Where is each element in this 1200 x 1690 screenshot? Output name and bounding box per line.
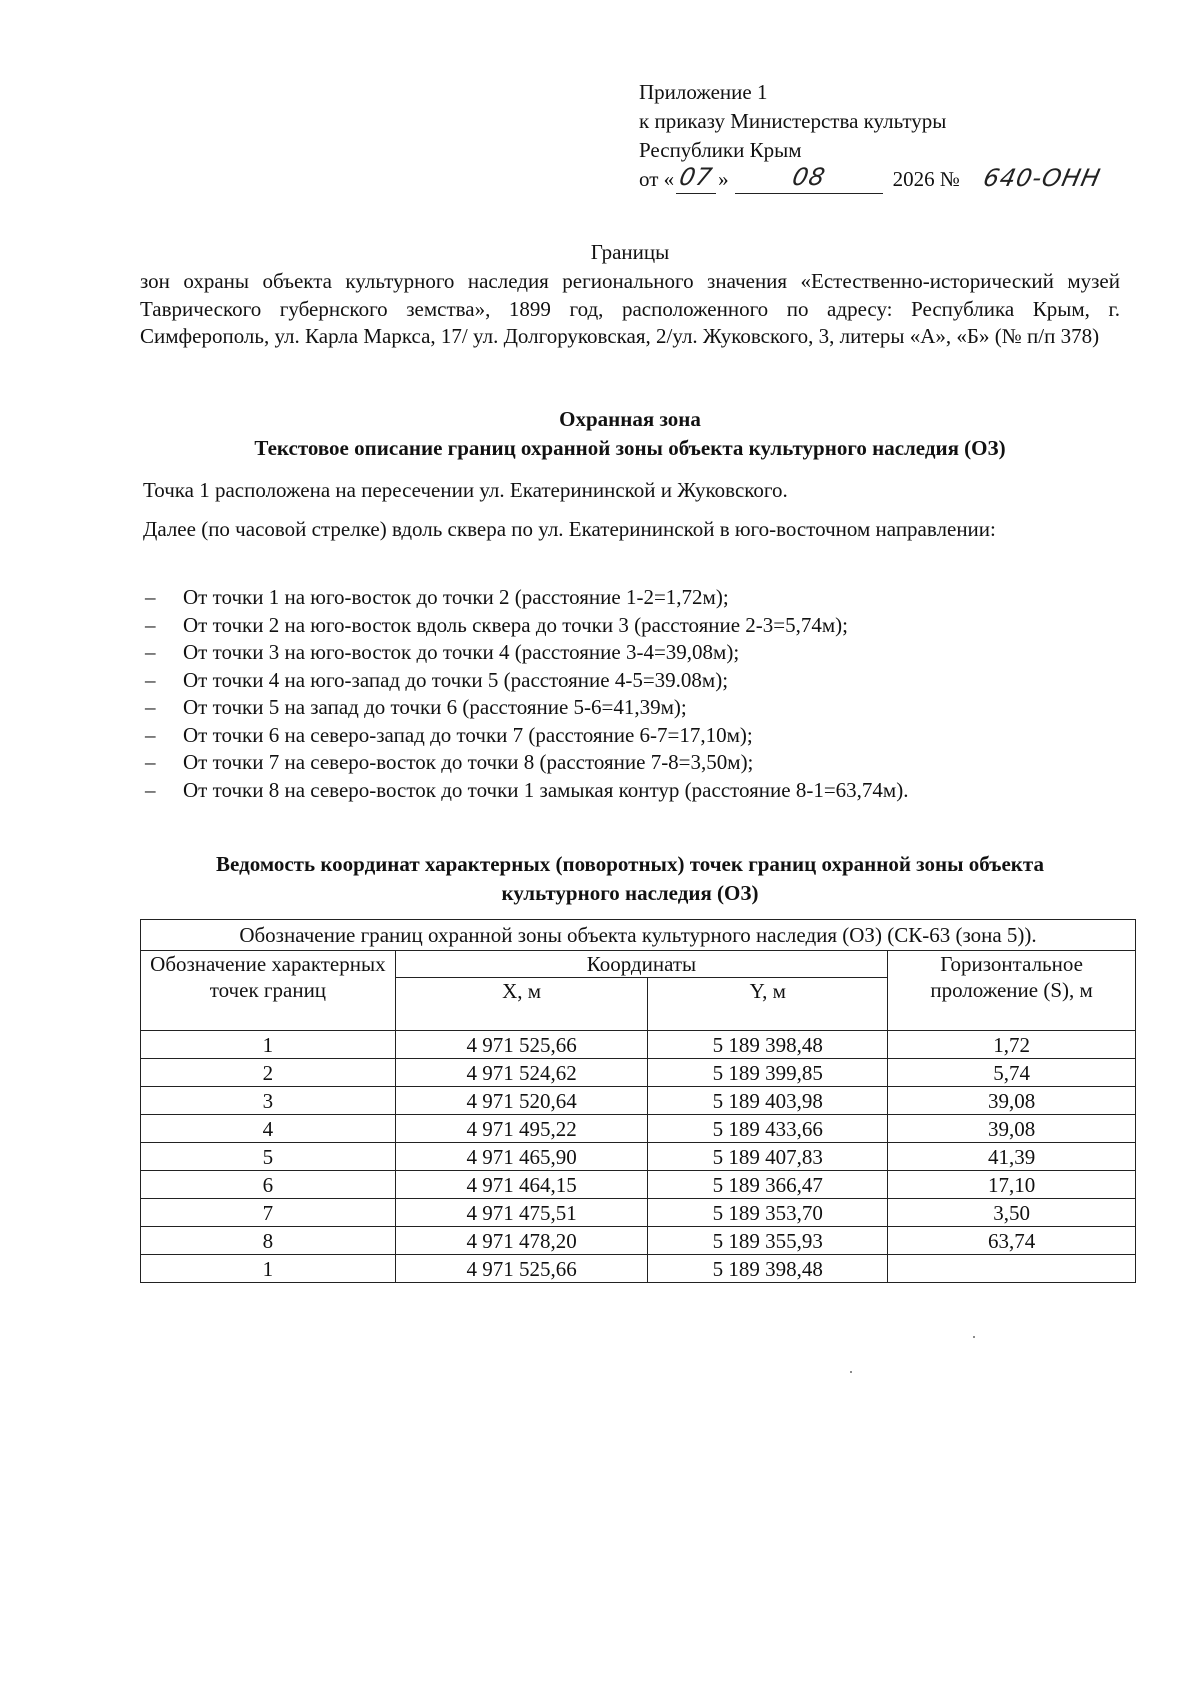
coordinates-table [140,919,1136,1283]
cell-distance: 3,50 [888,1199,1136,1227]
appendix-line-1: Приложение 1 [639,80,768,104]
cell-y: 5 189 407,83 [648,1143,888,1171]
list-item [145,694,908,722]
cell-y: 5 189 399,85 [648,1059,888,1087]
list-item-text: От точки 6 на северо-запад до точки 7 (расстояние 6-7=17,10м); [183,722,753,747]
table-row [141,1087,1136,1115]
cell-y: 5 189 355,93 [648,1227,888,1255]
list-dash: – [145,722,156,747]
cell-point: 8 [141,1227,396,1255]
boundary-list [145,584,908,804]
table-row [141,1115,1136,1143]
cell-point: 1 [141,1255,396,1283]
cell-point: 7 [141,1199,396,1227]
list-dash: – [145,750,156,774]
list-dash: – [145,667,156,692]
scan-speck [850,1371,852,1373]
table-header-row [141,951,1136,978]
date-prefix: от « [639,167,675,191]
cell-x: 4 971 478,20 [395,1227,648,1255]
list-item [145,584,908,612]
table-heading-line-2: культурного наследия (ОЗ) [501,881,759,905]
list-item [145,612,908,640]
handwritten-day: 07 [677,163,716,191]
cell-distance: 39,08 [888,1115,1136,1143]
cell-point: 1 [141,1031,396,1059]
appendix-line-3: Республики Крым [639,138,802,162]
coordinates-table-heading [140,850,1120,908]
cell-distance: 17,10 [888,1171,1136,1199]
cell-distance: 41,39 [888,1143,1136,1171]
list-item [145,667,908,695]
table-row [141,1171,1136,1199]
paragraph-direction: Далее (по часовой стрелке) вдоль сквера по ул. Екатерининской в юго-восточном направлении: [143,517,996,541]
list-dash: – [145,777,156,802]
table-row [141,1059,1136,1087]
cell-y: 5 189 366,47 [648,1171,888,1199]
header-point-designation: Обозначение характерных точек границ [141,951,396,1031]
list-dash: – [145,585,156,609]
cell-x: 4 971 525,66 [395,1255,648,1283]
list-dash: – [145,640,156,664]
zone-subheading: Текстовое описание границ охранной зоны объекта культурного наследия (ОЗ) [254,436,1006,460]
cell-x: 4 971 495,22 [395,1115,648,1143]
day-blank [676,163,716,194]
document-title: Границы [590,240,670,264]
cell-point: 3 [141,1087,396,1115]
list-item-text: От точки 1 на юго-восток до точки 2 (расстояние 1-2=1,72м); [183,585,729,609]
cell-x: 4 971 475,51 [395,1199,648,1227]
cell-x: 4 971 524,62 [395,1059,648,1087]
handwritten-order-number: 640-ОНН [980,164,1104,192]
table-caption: Обозначение границ охранной зоны объекта культурного наследия (ОЗ) (СК-63 (зона 5)). [141,920,1136,951]
month-blank [735,163,883,194]
cell-x: 4 971 520,64 [395,1087,648,1115]
cell-distance: 1,72 [888,1031,1136,1059]
number-blank [962,164,1122,194]
appendix-block [639,78,1124,194]
cell-y: 5 189 398,48 [648,1031,888,1059]
cell-distance: 39,08 [888,1087,1136,1115]
zone-heading-block [140,405,1120,463]
table-row [141,1143,1136,1171]
list-item-text: От точки 7 на северо-восток до точки 8 (расстояние 7-8=3,50м); [183,750,754,774]
list-item [145,777,908,805]
list-item-text: От точки 3 на юго-восток до точки 4 (расстояние 3-4=39,08м); [183,640,740,664]
list-item [145,749,908,777]
table-body [141,1031,1136,1283]
list-item-text: От точки 5 на запад до точки 6 (расстояние 5-6=41,39м); [183,695,687,719]
list-dash: – [145,612,156,637]
object-description: зон охраны объекта культурного наследия регионального значения «Естественно-исторический музей Таврического губернского земства», 1899 год, расположенного по адресу: Республика Крым, г. Симферополь, ул. Карла Маркса, 17/ ул. Долгоруковская, 2/ул. Жуковского, 3, литеры «А», «Б» (№ п/п 378) [140,269,1120,348]
table-row [141,1255,1136,1283]
header-horizontal-distance: Горизонтальное проложение (S), м [888,951,1136,1031]
list-dash: – [145,695,156,719]
cell-point: 2 [141,1059,396,1087]
handwritten-month: 08 [789,163,829,191]
header-coordinates: Координаты [395,951,887,978]
table-row [141,1031,1136,1059]
date-mid: » [718,167,729,191]
zone-heading: Охранная зона [559,407,701,431]
cell-point: 5 [141,1143,396,1171]
order-date-line [639,165,1124,194]
cell-y: 5 189 353,70 [648,1199,888,1227]
cell-x: 4 971 464,15 [395,1171,648,1199]
cell-x: 4 971 465,90 [395,1143,648,1171]
table-row [141,1199,1136,1227]
table-row [141,1227,1136,1255]
list-item-text: От точки 2 на юго-восток вдоль сквера до точки 3 (расстояние 2-3=5,74м); [183,612,848,637]
table-heading-line-1: Ведомость координат характерных (поворотных) точек границ охранной зоны объекта [216,852,1044,876]
cell-point: 4 [141,1115,396,1143]
cell-distance: 5,74 [888,1059,1136,1087]
paragraph-start-point: Точка 1 расположена на пересечении ул. Екатерининской и Жуковского. [143,478,788,502]
header-y: Y, м [648,978,888,1031]
list-item [145,722,908,750]
cell-point: 6 [141,1171,396,1199]
list-item-text: От точки 8 на северо-восток до точки 1 замыкая контур (расстояние 8-1=63,74м). [183,777,909,802]
header-x: X, м [395,978,648,1031]
cell-distance [888,1255,1136,1283]
scan-speck [973,1336,975,1338]
year-and-number-label: 2026 № [892,167,960,191]
cell-y: 5 189 433,66 [648,1115,888,1143]
list-item-text: От точки 4 на юго-запад до точки 5 (расстояние 4-5=39.08м); [183,667,729,692]
appendix-line-2: к приказу Министерства культуры [639,109,947,133]
cell-distance: 63,74 [888,1227,1136,1255]
cell-y: 5 189 398,48 [648,1255,888,1283]
table-caption-row [141,920,1136,951]
cell-y: 5 189 403,98 [648,1087,888,1115]
cell-x: 4 971 525,66 [395,1031,648,1059]
list-item [145,639,908,667]
